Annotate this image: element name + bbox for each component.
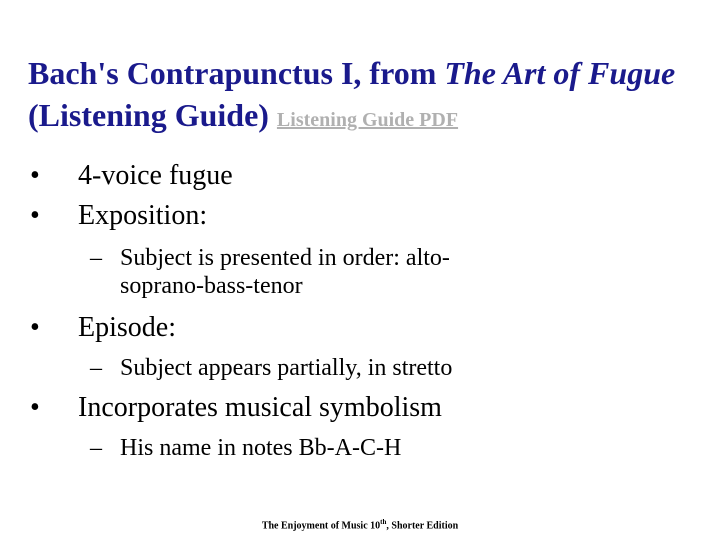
sub-bullet-item <box>90 434 550 462</box>
bullet-dot: • <box>30 392 40 423</box>
bullet-text: 4-voice fugue <box>78 160 233 191</box>
footer-superscript: th <box>380 518 387 526</box>
footer-text: The Enjoyment of Music 10 <box>261 520 381 532</box>
listening-guide-pdf-link[interactable]: Listening Guide PDF <box>276 109 459 131</box>
bullet-dot: • <box>30 200 40 231</box>
bullet-text: Incorporates musical symbolism <box>78 392 442 423</box>
footer-text-end: , Shorter Edition <box>386 520 459 532</box>
title-text-3: (Listening Guide) <box>28 97 277 133</box>
title-italic-work: The Art of Fugue <box>444 55 676 91</box>
sub-bullet-text: His name in notes Bb-A-C-H <box>120 435 402 461</box>
slide-footer <box>0 518 720 531</box>
sub-bullet-dash: – <box>90 435 102 461</box>
bullet-dot: • <box>30 160 40 191</box>
sub-bullet-dash: – <box>90 355 102 381</box>
sub-bullet-item <box>90 354 550 382</box>
sub-bullet-dash: – <box>90 245 102 271</box>
sub-bullet-text: Subject is presented in order: alto-soprano-bass-tenor <box>120 245 450 299</box>
bullet-dot: • <box>30 312 40 343</box>
sub-bullet-item <box>90 244 520 300</box>
title-text-1: Bach's Contrapunctus I, from <box>28 55 445 91</box>
slide-title <box>28 52 698 141</box>
sub-bullet-text: Subject appears partially, in stretto <box>120 355 453 381</box>
bullet-text: Episode: <box>78 312 176 343</box>
bullet-text: Exposition: <box>78 200 208 231</box>
